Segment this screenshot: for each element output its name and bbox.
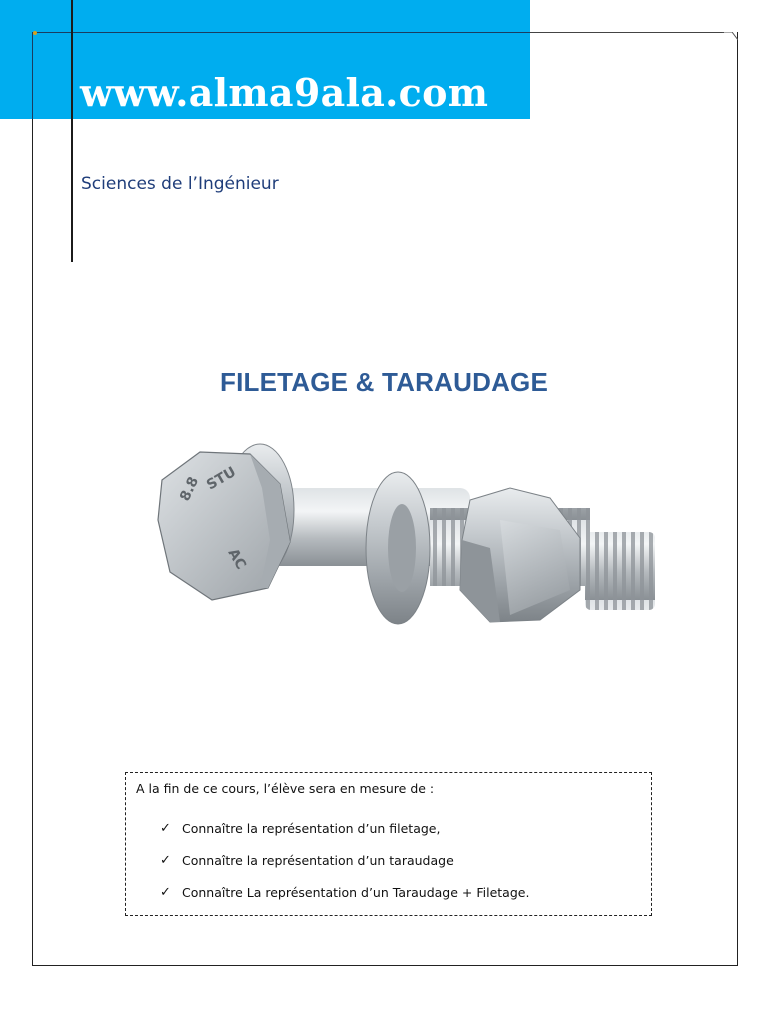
svg-text:STU: STU <box>204 464 239 494</box>
banner-frame-left-line <box>32 32 33 119</box>
checkmark-icon: ✓ <box>160 853 171 868</box>
objectives-intro: A la fin de ce cours, l’élève sera en mesure de : <box>136 781 435 796</box>
learning-objectives-box <box>125 772 652 916</box>
objective-text: Connaître La représentation d’un Taraudage + Filetage. <box>182 885 530 900</box>
page-frame-top-edge <box>530 32 724 33</box>
subject-label: Sciences de l’Ingénieur <box>81 174 279 194</box>
objective-text: Connaître la représentation d’un taraudage <box>182 853 454 868</box>
checkmark-icon: ✓ <box>160 821 171 836</box>
page-corner-fold <box>722 32 738 42</box>
objective-item <box>160 885 529 917</box>
svg-text:AC: AC <box>224 546 249 573</box>
svg-text:8.8: 8.8 <box>177 474 203 504</box>
checkmark-icon: ✓ <box>160 885 171 900</box>
objective-text: Connaître la représentation d’un filetage, <box>182 821 441 836</box>
banner-frame-line <box>32 32 530 33</box>
objectives-list <box>160 821 529 917</box>
hex-bolt-with-nut-and-washer-icon <box>140 440 660 660</box>
objective-item <box>160 853 529 885</box>
objective-item <box>160 821 529 853</box>
site-url: www.alma9ala.com <box>80 70 489 115</box>
header-banner <box>0 0 530 119</box>
corner-marker <box>33 31 37 35</box>
vertical-rule <box>71 0 73 262</box>
document-title: FILETAGE & TARAUDAGE <box>219 367 549 397</box>
